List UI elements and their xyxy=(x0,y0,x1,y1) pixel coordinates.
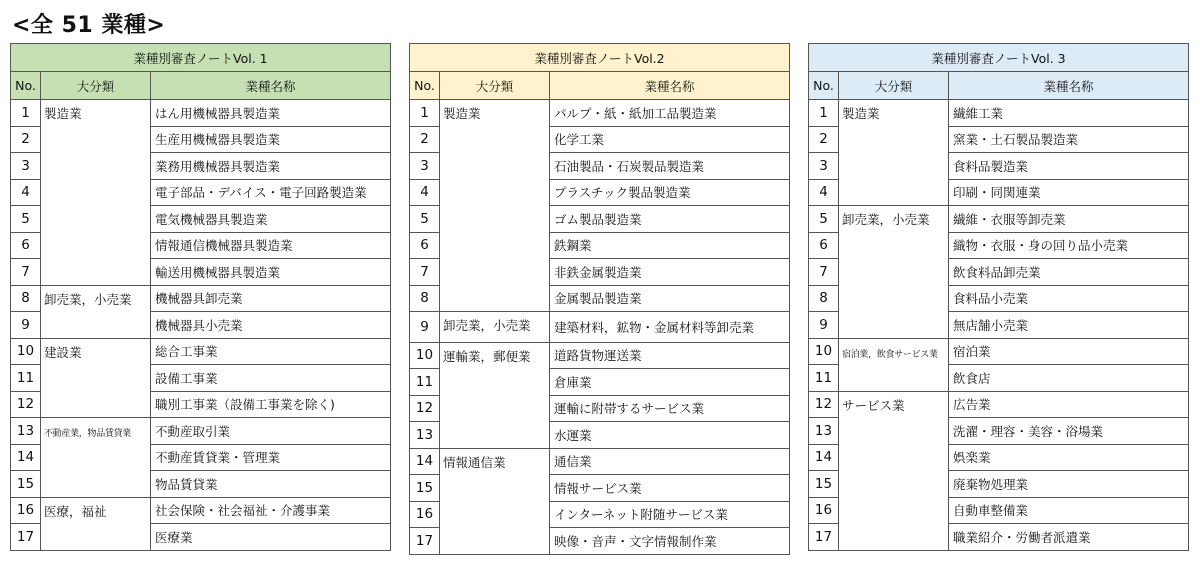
row-number: 7 xyxy=(11,259,41,286)
category-cell: 卸売業，小売業 xyxy=(440,312,550,343)
category-cell: 情報通信業 xyxy=(440,448,550,554)
row-number: 10 xyxy=(11,338,41,365)
row-number: 3 xyxy=(809,153,839,180)
industry-name-cell: 繊維工業 xyxy=(949,100,1189,127)
row-number: 5 xyxy=(410,206,440,233)
table-row xyxy=(410,342,790,369)
table-row xyxy=(809,206,1189,233)
industry-name-cell: 自動車整備業 xyxy=(949,497,1189,524)
category-cell: 建設業 xyxy=(41,338,151,418)
table-row xyxy=(410,100,790,127)
industry-name-cell: 業務用機械器具製造業 xyxy=(151,153,391,180)
column-header-no: No. xyxy=(809,72,839,100)
industry-name-cell: 情報通信機械器具製造業 xyxy=(151,232,391,259)
industry-name-cell: パルプ・紙・紙加工品製造業 xyxy=(550,100,790,127)
industry-name-cell: はん用機械器具製造業 xyxy=(151,100,391,127)
table-title: 業種別審査ノートVol. 1 xyxy=(11,44,391,72)
row-number: 6 xyxy=(11,232,41,259)
row-number: 11 xyxy=(11,365,41,392)
table-row xyxy=(809,391,1189,418)
industry-name-cell: 食料品製造業 xyxy=(949,153,1189,180)
table-row xyxy=(11,338,391,365)
industry-name-cell: 職業紹介・労働者派遣業 xyxy=(949,524,1189,551)
table-row xyxy=(410,312,790,343)
row-number: 3 xyxy=(11,153,41,180)
industry-table-vol1 xyxy=(10,43,391,551)
row-number: 6 xyxy=(410,232,440,259)
industry-name-cell: 廃棄物処理業 xyxy=(949,471,1189,498)
industry-name-cell: 金属製品製造業 xyxy=(550,285,790,312)
row-number: 5 xyxy=(11,206,41,233)
industry-name-cell: 機械器具卸売業 xyxy=(151,285,391,312)
industry-name-cell: 不動産賃貸業・管理業 xyxy=(151,444,391,471)
row-number: 4 xyxy=(11,179,41,206)
page-title: <全 51 業種> xyxy=(12,13,166,38)
table-row xyxy=(11,418,391,445)
table-row xyxy=(11,285,391,312)
row-number: 5 xyxy=(809,206,839,233)
row-number: 7 xyxy=(410,259,440,286)
category-cell: 卸売業，小売業 xyxy=(839,206,949,339)
industry-name-cell: 総合工事業 xyxy=(151,338,391,365)
category-cell: 製造業 xyxy=(41,100,151,286)
row-number: 14 xyxy=(410,448,440,475)
industry-name-cell: 倉庫業 xyxy=(550,369,790,396)
table-row xyxy=(809,100,1189,127)
industry-name-cell: インターネット附随サービス業 xyxy=(550,501,790,528)
row-number: 16 xyxy=(410,501,440,528)
table-title: 業種別審査ノートVol.2 xyxy=(410,44,790,72)
industry-name-cell: 無店舗小売業 xyxy=(949,312,1189,339)
industry-name-cell: 不動産取引業 xyxy=(151,418,391,445)
category-cell: 製造業 xyxy=(440,100,550,312)
industry-name-cell: 食料品小売業 xyxy=(949,285,1189,312)
table-title: 業種別審査ノートVol. 3 xyxy=(809,44,1189,72)
row-number: 8 xyxy=(809,285,839,312)
industry-name-cell: 運輸に附帯するサービス業 xyxy=(550,395,790,422)
column-header-no: No. xyxy=(11,72,41,100)
table-row xyxy=(11,497,391,524)
category-cell: 宿泊業，飲食サービス業 xyxy=(839,338,949,391)
row-number: 8 xyxy=(410,285,440,312)
industry-name-cell: 非鉄金属製造業 xyxy=(550,259,790,286)
table-row xyxy=(410,448,790,475)
row-number: 1 xyxy=(809,100,839,127)
row-number: 11 xyxy=(809,365,839,392)
row-number: 10 xyxy=(809,338,839,365)
table-row xyxy=(809,338,1189,365)
row-number: 4 xyxy=(410,179,440,206)
industry-name-cell: 印刷・同関連業 xyxy=(949,179,1189,206)
row-number: 9 xyxy=(11,312,41,339)
row-number: 1 xyxy=(11,100,41,127)
column-header-category: 大分類 xyxy=(41,72,151,100)
industry-name-cell: 道路貨物運送業 xyxy=(550,342,790,369)
row-number: 2 xyxy=(809,126,839,153)
row-number: 3 xyxy=(410,153,440,180)
column-header-industry: 業種名称 xyxy=(550,72,790,100)
row-number: 6 xyxy=(809,232,839,259)
row-number: 15 xyxy=(11,471,41,498)
row-number: 2 xyxy=(11,126,41,153)
row-number: 16 xyxy=(11,497,41,524)
industry-name-cell: 映像・音声・文字情報制作業 xyxy=(550,528,790,555)
category-cell: 製造業 xyxy=(839,100,949,206)
industry-name-cell: 社会保険・社会福祉・介護事業 xyxy=(151,497,391,524)
industry-name-cell: 輸送用機械器具製造業 xyxy=(151,259,391,286)
row-number: 13 xyxy=(410,422,440,449)
industry-name-cell: ゴム製品製造業 xyxy=(550,206,790,233)
column-header-industry: 業種名称 xyxy=(949,72,1189,100)
row-number: 11 xyxy=(410,369,440,396)
industry-name-cell: プラスチック製品製造業 xyxy=(550,179,790,206)
industry-name-cell: 石油製品・石炭製品製造業 xyxy=(550,153,790,180)
row-number: 1 xyxy=(410,100,440,127)
industry-name-cell: 鉄鋼業 xyxy=(550,232,790,259)
row-number: 12 xyxy=(11,391,41,418)
row-number: 14 xyxy=(11,444,41,471)
row-number: 8 xyxy=(11,285,41,312)
category-cell: 医療，福祉 xyxy=(41,497,151,550)
industry-table-vol2 xyxy=(409,43,790,555)
industry-name-cell: 生産用機械器具製造業 xyxy=(151,126,391,153)
industry-name-cell: 織物・衣服・身の回り品小売業 xyxy=(949,232,1189,259)
industry-name-cell: 娯楽業 xyxy=(949,444,1189,471)
industry-name-cell: 医療業 xyxy=(151,524,391,551)
row-number: 7 xyxy=(809,259,839,286)
industry-name-cell: 広告業 xyxy=(949,391,1189,418)
row-number: 4 xyxy=(809,179,839,206)
row-number: 12 xyxy=(410,395,440,422)
industry-name-cell: 洗濯・理容・美容・浴場業 xyxy=(949,418,1189,445)
industry-name-cell: 機械器具小売業 xyxy=(151,312,391,339)
industry-name-cell: 宿泊業 xyxy=(949,338,1189,365)
industry-name-cell: 職別工事業（設備工事業を除く) xyxy=(151,391,391,418)
industry-name-cell: 電気機械器具製造業 xyxy=(151,206,391,233)
category-cell: サービス業 xyxy=(839,391,949,550)
industry-name-cell: 通信業 xyxy=(550,448,790,475)
category-cell: 不動産業，物品賃貸業 xyxy=(41,418,151,498)
row-number: 16 xyxy=(809,497,839,524)
industry-name-cell: 電子部品・デバイス・電子回路製造業 xyxy=(151,179,391,206)
column-header-industry: 業種名称 xyxy=(151,72,391,100)
industry-name-cell: 建築材料，鉱物・金属材料等卸売業 xyxy=(550,312,790,343)
industry-name-cell: 水運業 xyxy=(550,422,790,449)
row-number: 15 xyxy=(410,475,440,502)
row-number: 13 xyxy=(11,418,41,445)
row-number: 2 xyxy=(410,126,440,153)
industry-name-cell: 化学工業 xyxy=(550,126,790,153)
industry-name-cell: 飲食料品卸売業 xyxy=(949,259,1189,286)
industry-table-vol3 xyxy=(808,43,1189,551)
industry-name-cell: 設備工事業 xyxy=(151,365,391,392)
row-number: 17 xyxy=(11,524,41,551)
industry-name-cell: 情報サービス業 xyxy=(550,475,790,502)
row-number: 14 xyxy=(809,444,839,471)
industry-name-cell: 窯業・土石製品製造業 xyxy=(949,126,1189,153)
industry-name-cell: 物品賃貸業 xyxy=(151,471,391,498)
row-number: 17 xyxy=(410,528,440,555)
row-number: 12 xyxy=(809,391,839,418)
row-number: 17 xyxy=(809,524,839,551)
column-header-category: 大分類 xyxy=(440,72,550,100)
row-number: 10 xyxy=(410,342,440,369)
column-header-category: 大分類 xyxy=(839,72,949,100)
table-row xyxy=(11,100,391,127)
industry-name-cell: 繊維・衣服等卸売業 xyxy=(949,206,1189,233)
row-number: 9 xyxy=(809,312,839,339)
category-cell: 卸売業，小売業 xyxy=(41,285,151,338)
industry-name-cell: 飲食店 xyxy=(949,365,1189,392)
row-number: 15 xyxy=(809,471,839,498)
category-cell: 運輸業，郵便業 xyxy=(440,342,550,448)
row-number: 13 xyxy=(809,418,839,445)
column-header-no: No. xyxy=(410,72,440,100)
row-number: 9 xyxy=(410,312,440,343)
